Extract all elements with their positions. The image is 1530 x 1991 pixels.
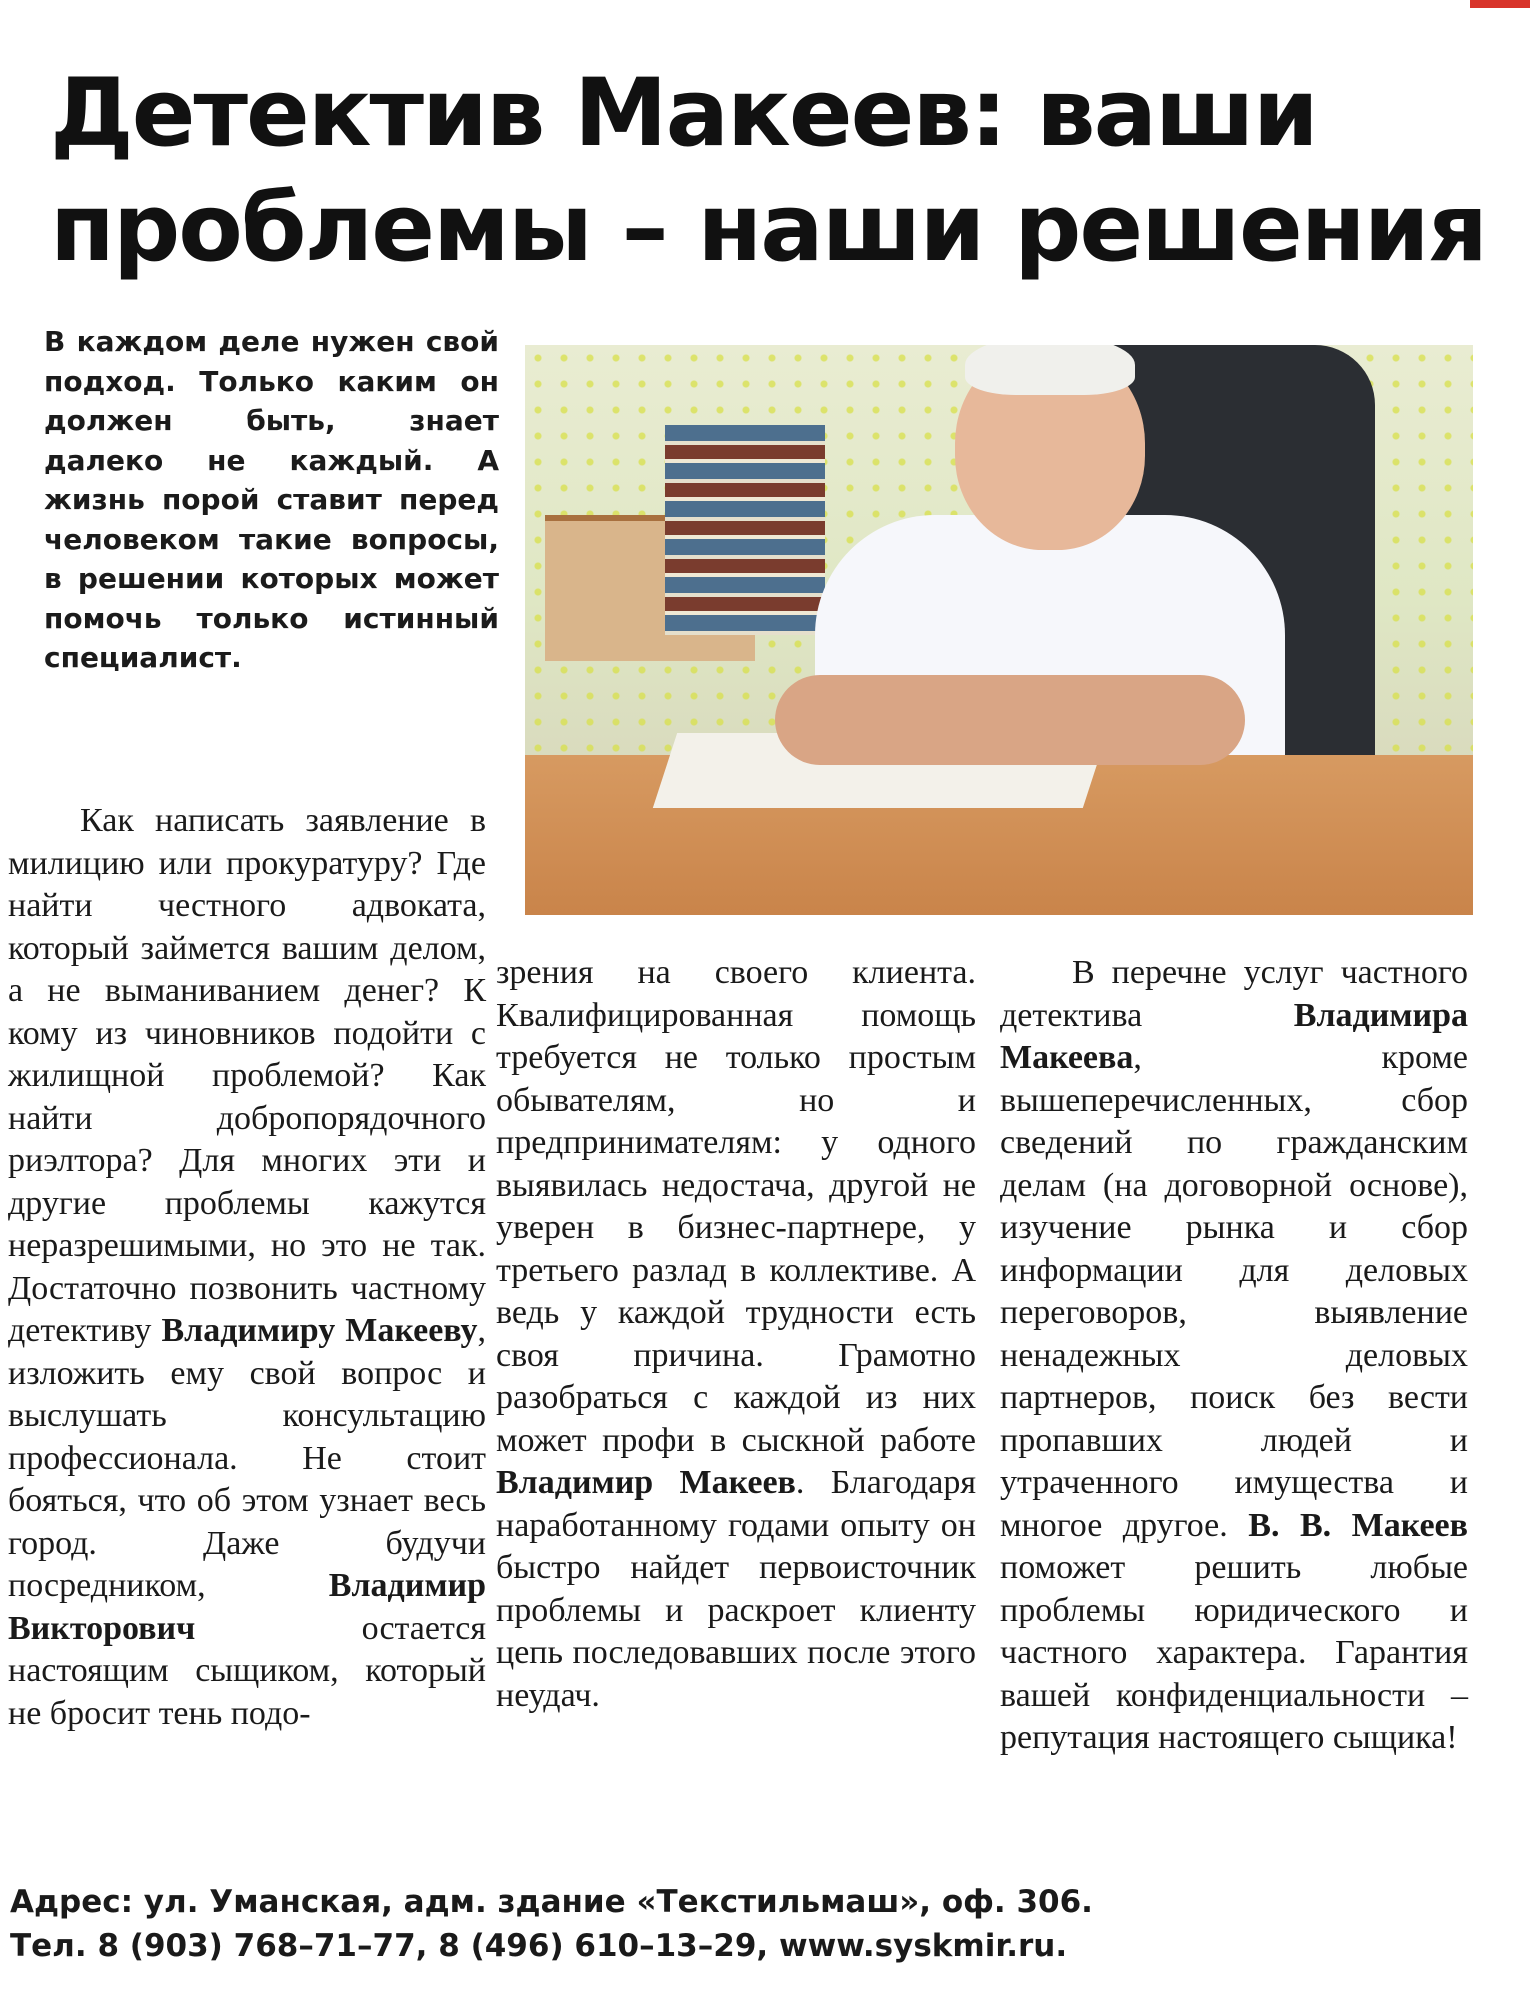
text-run: Как написать заявление в милицию или прокуратуру? Где найти честного адвоката, который займется вашим делом, а не выманиванием денег? К кому из чиновников подойти с жилищной проблемой? Как найти добропорядочного риэлтора? Для многих эти и другие проблемы кажутся неразрешимыми, но это не так. Достаточно позвонить частному детективу xyxy=(8,802,486,1349)
name-highlight: Владимиру Макееву xyxy=(161,1312,478,1349)
article-lead: В каждом деле нужен свой подход. Только каким он должен быть, знает далеко не каждый. А жизнь порой ставит перед человеком такие вопросы, в решении которых может помочь только истинный специалист. xyxy=(44,325,499,674)
name-highlight: В. В. Макеев xyxy=(1248,1506,1468,1544)
article-column-3 xyxy=(1000,952,1468,1760)
corner-accent-strip xyxy=(1470,0,1530,8)
footer-contacts: Тел. 8 (903) 768–71–77, 8 (496) 610–13–29, www.syskmir.ru. xyxy=(10,1928,1068,1964)
column-1-paragraph xyxy=(8,800,486,1735)
arms-shape xyxy=(775,675,1245,765)
text-run: , кроме вышеперечисленных, сбор сведений по гражданским делам (на договорной основе), изучение рынка и сбор информации для деловых переговоров, выявление ненадежных деловых партнеров, поиск без вести пропавших людей и утраченного имущества и многое другое. xyxy=(1000,1039,1468,1544)
headline-line-2: проблемы – наши решения xyxy=(50,174,1486,283)
hair-shape xyxy=(965,345,1135,395)
text-run: поможет решить любые проблемы юридического и частного характера. Гарантия вашей конфиденциальности – репутация настоящего сыщика! xyxy=(1000,1549,1468,1756)
name-highlight: Владимир Макеев xyxy=(496,1464,796,1501)
text-run: . Благодаря наработанному годами опыту он быстро найдет первоисточник проблемы и раскроет клиенту цепь последовавших после этого неудач. xyxy=(496,1464,977,1714)
books-stack-shape xyxy=(665,425,825,635)
article-headline xyxy=(50,56,1490,286)
name-highlight: Владимира Макеева xyxy=(1000,996,1468,1076)
footer-address: Адрес: ул. Уманская, адм. здание «Текстильмаш», оф. 306. xyxy=(10,1884,1093,1920)
text-run: , изложить ему свой вопрос и выслушать консультацию профессионала. Не стоит бояться, что об этом узнает весь город. Даже будучи посредником, xyxy=(8,1312,487,1604)
column-3-paragraph xyxy=(1000,952,1468,1760)
column-2-paragraph xyxy=(496,952,976,1717)
portrait-photo-icon xyxy=(525,345,1473,915)
article-column-2 xyxy=(496,952,976,1717)
text-run: В перечне услуг частного детектива xyxy=(1000,954,1468,1034)
contact-footer xyxy=(10,1880,1510,1968)
text-run: зрения на своего клиента. Квалифицированная помощь требуется не только простым обывателям, но и предпринимателям: у одного выявилась недостача, другой не уверен в бизнес-партнере, у третьего разлад в коллективе. А ведь у каждой трудности есть своя причина. Грамотно разобраться с каждой из них может профи в сыскной работе xyxy=(496,954,976,1459)
name-highlight: Владимир Викторович xyxy=(8,1567,486,1647)
article-column-1 xyxy=(8,800,486,1735)
headline-line-1: Детектив Макеев: ваши xyxy=(50,59,1317,168)
text-run: остается настоящим сыщиком, который не бросит тень подо- xyxy=(8,1609,486,1732)
